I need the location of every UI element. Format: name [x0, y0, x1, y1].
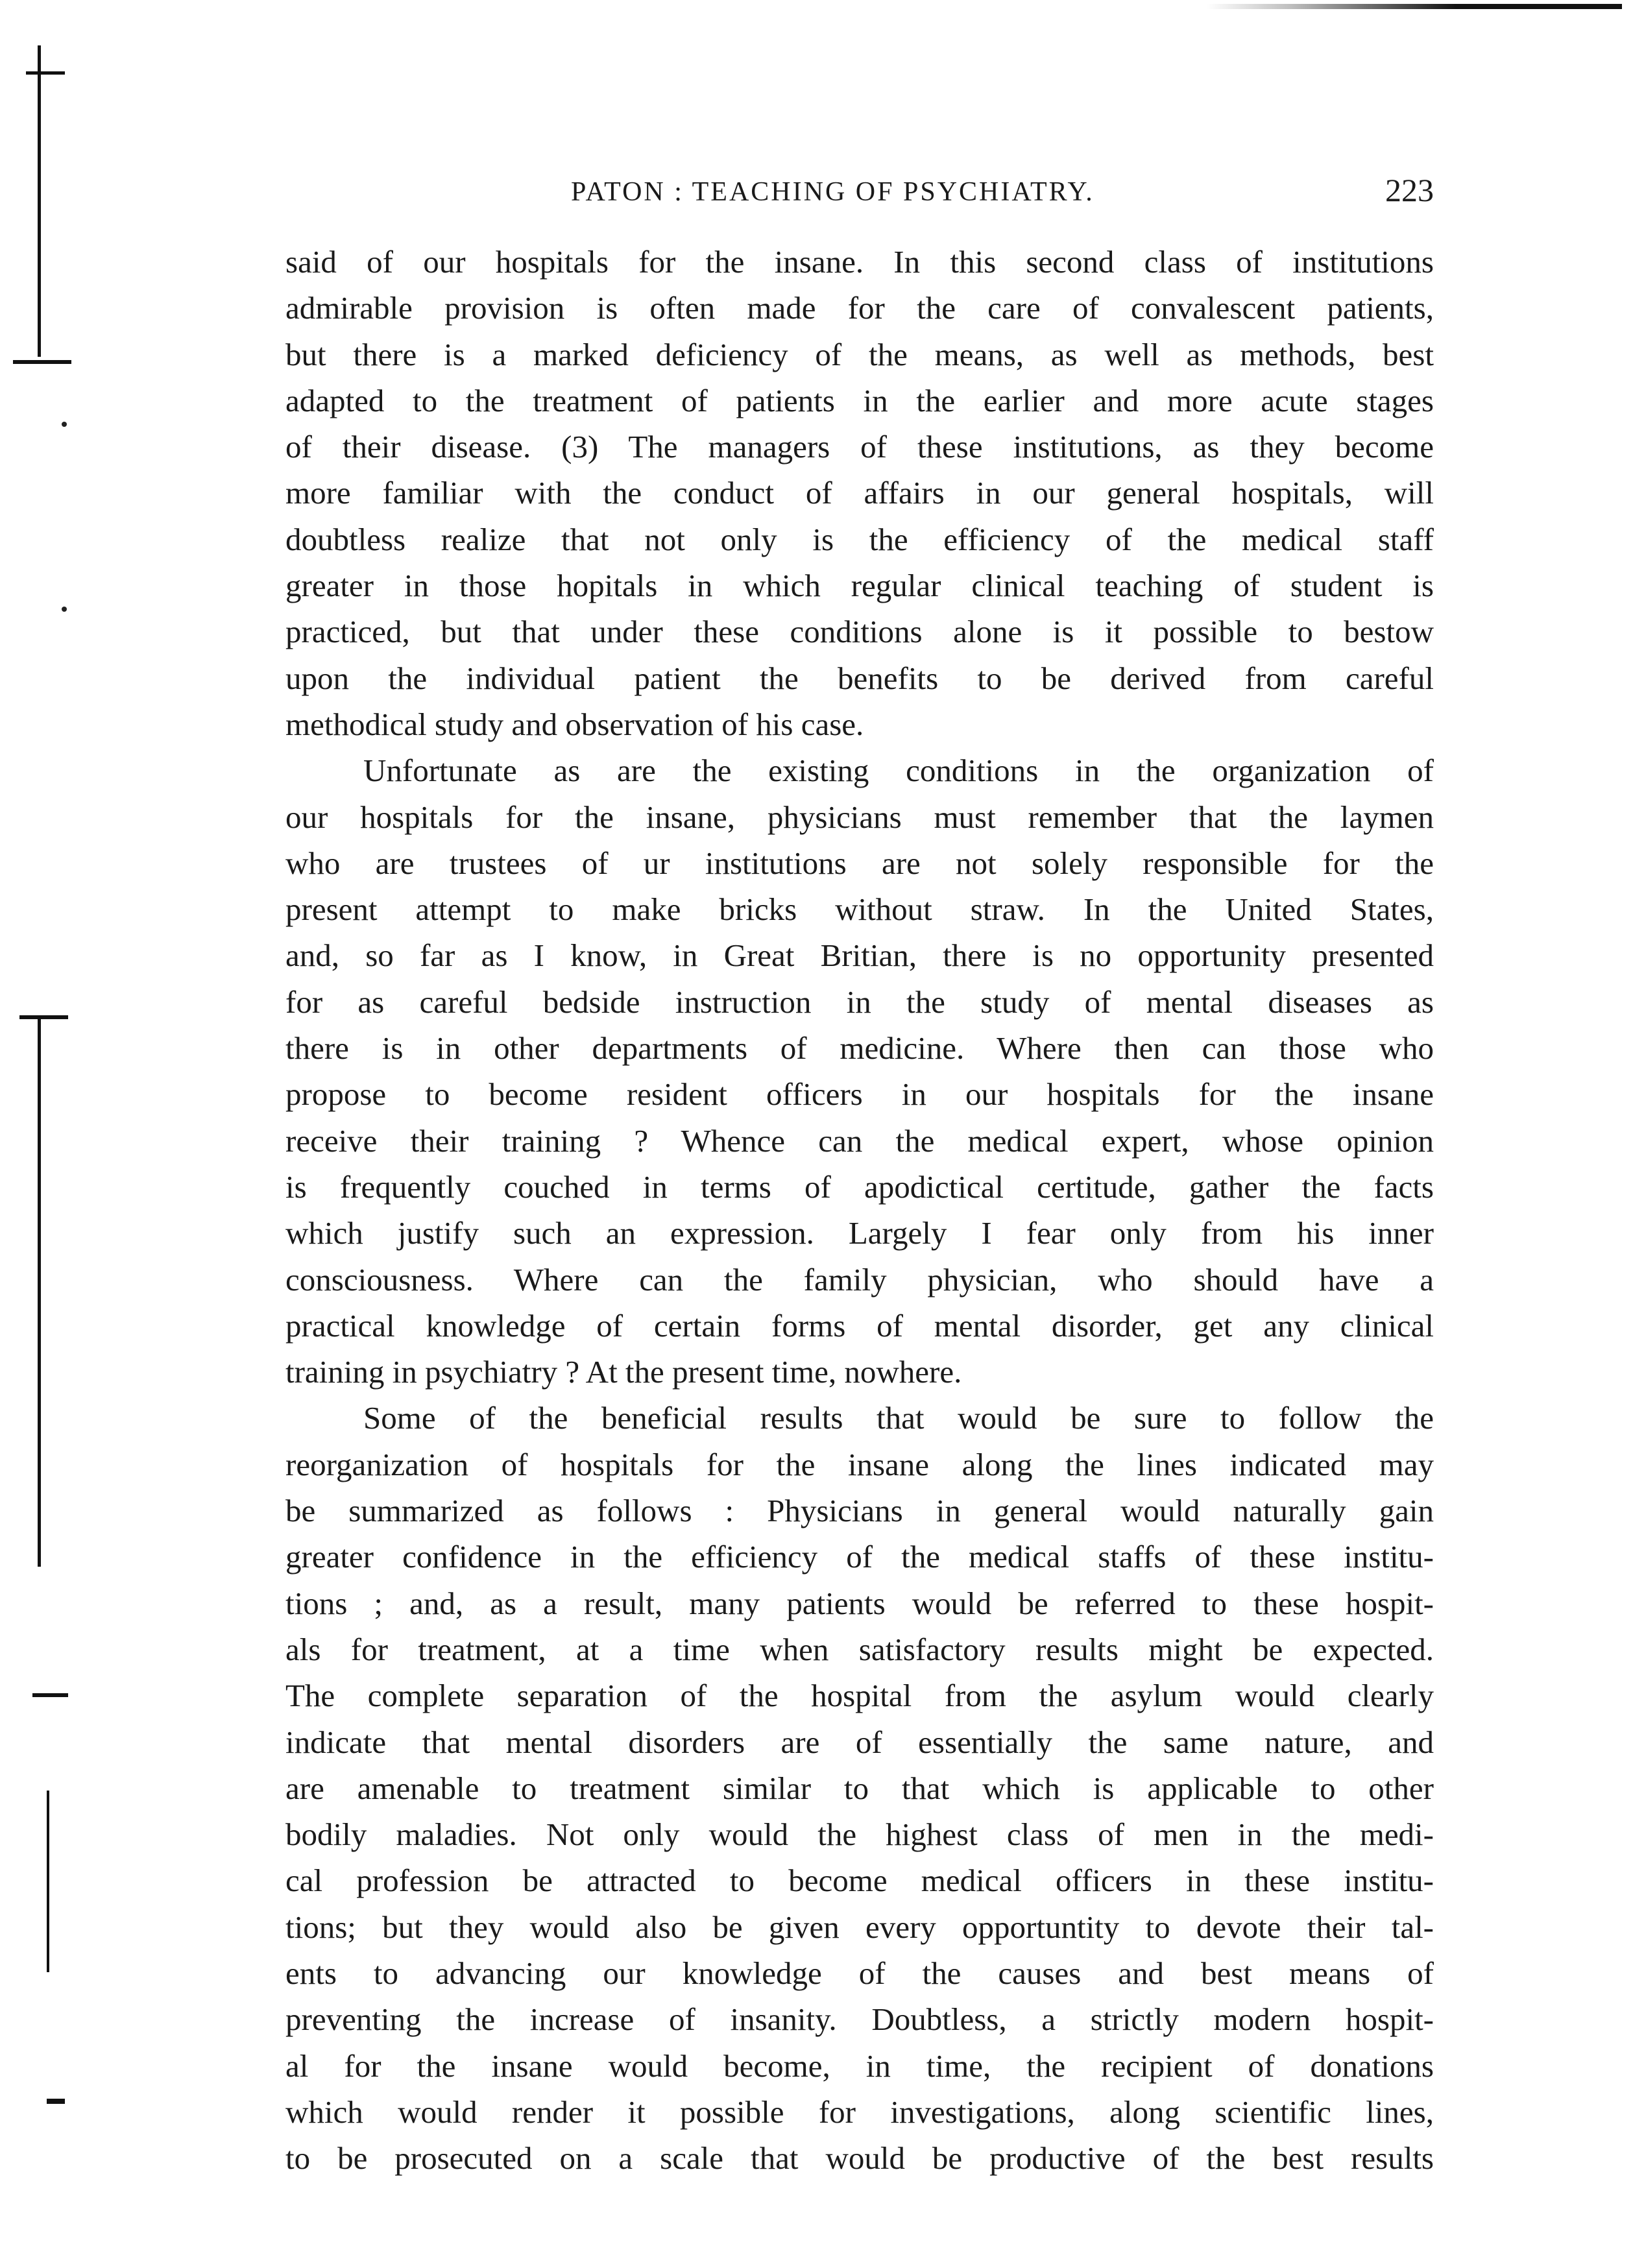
text-line: ents to advancing our knowledge of the causes and best means of	[285, 1955, 1434, 1991]
text-line: reorganization of hospitals for the insane along the lines indicated may	[285, 1446, 1434, 1482]
text-line: admirable provision is often made for the care of convalescent patients,	[285, 290, 1434, 326]
text-line: bodily maladies. Not only would the highest class of men in the medi-	[285, 1816, 1434, 1853]
text-line: there is in other departments of medicine. Where then can those who	[285, 1030, 1434, 1067]
text-line: be summarized as follows : Physicians in general would naturally gain	[285, 1493, 1434, 1529]
page-number: 223	[1385, 172, 1434, 208]
margin-dot	[62, 607, 67, 612]
text-line: receive their training ? Whence can the medical expert, whose opinion	[285, 1122, 1434, 1159]
text-line: training in psychiatry ? At the present time, nowhere.	[285, 1354, 962, 1390]
text-line: doubtless realize that not only is the efficiency of the medical staff	[285, 521, 1434, 557]
text-line: who are trustees of ur institutions are not solely responsible for the	[285, 845, 1434, 881]
text-line: and, so far as I know, in Great Britian, there is no opportunity presented	[285, 937, 1434, 974]
text-line: propose to become resident officers in our hospitals for the insane	[285, 1076, 1434, 1113]
body-text	[285, 239, 1434, 2181]
text-line: which would render it possible for investigations, along scientific lines,	[285, 2093, 1434, 2130]
text-line: tions ; and, as a result, many patients would be referred to these hospit-	[285, 1585, 1434, 1621]
margin-dot	[62, 422, 67, 427]
margin-tick	[32, 1693, 68, 1697]
text-line: greater confidence in the efficiency of the medical staffs of these institu-	[285, 1539, 1434, 1575]
paragraph-start-line: Unfortunate as are the existing conditions in the organization of	[363, 753, 1434, 789]
margin-rule	[47, 1791, 49, 1972]
text-line: practiced, but that under these conditions alone is it possible to bestow	[285, 614, 1434, 650]
text-line: which justify such an expression. Largely I fear only from his inner	[285, 1215, 1434, 1251]
margin-tick	[47, 2099, 65, 2104]
text-line: our hospitals for the insane, physicians must remember that the laymen	[285, 799, 1434, 835]
text-line: for as careful bedside instruction in the study of mental diseases as	[285, 983, 1434, 1020]
text-line: said of our hospitals for the insane. In this second class of institutions	[285, 244, 1434, 280]
text-line: more familiar with the conduct of affairs in our general hospitals, will	[285, 475, 1434, 511]
text-line: is frequently couched in terms of apodictical certitude, gather the facts	[285, 1168, 1434, 1205]
text-line: The complete separation of the hospital from the asylum would clearly	[285, 1678, 1434, 1714]
text-line: al for the insane would become, in time, the recipient of donations	[285, 2047, 1434, 2084]
margin-tick	[13, 360, 71, 364]
text-line: greater in those hopitals in which regular clinical teaching of student is	[285, 568, 1434, 604]
paragraph-start-line: Some of the beneficial results that would be sure to follow the	[363, 1400, 1434, 1436]
scan-edge-mark	[1207, 4, 1622, 9]
text-line: indicate that mental disorders are of essentially the same nature, and	[285, 1724, 1434, 1760]
text-line: practical knowledge of certain forms of mental disorder, get any clinical	[285, 1307, 1434, 1344]
text-line: adapted to the treatment of patients in the earlier and more acute stages	[285, 382, 1434, 418]
text-line: methodical study and observation of his case.	[285, 706, 864, 742]
margin-tick	[26, 71, 65, 75]
margin-rule	[38, 45, 41, 357]
running-title: PATON : TEACHING OF PSYCHIATRY.	[571, 177, 1095, 207]
margin-tick	[19, 1015, 68, 1019]
text-line: consciousness. Where can the family physician, who should have a	[285, 1261, 1434, 1297]
text-line: of their disease. (3) The managers of these institutions, as they become	[285, 429, 1434, 465]
text-line: als for treatment, at a time when satisfactory results might be expected.	[285, 1631, 1434, 1667]
running-head	[279, 170, 1434, 222]
text-line: upon the individual patient the benefits to be derived from careful	[285, 660, 1434, 696]
text-line: but there is a marked deficiency of the means, as well as methods, best	[285, 336, 1434, 372]
text-line: to be prosecuted on a scale that would be productive of the best results	[285, 2140, 1434, 2177]
text-line: tions; but they would also be given every opportuntity to devote their tal-	[285, 1909, 1434, 1945]
margin-rule	[38, 1015, 41, 1567]
text-line: present attempt to make bricks without straw. In the United States,	[285, 891, 1434, 928]
text-line: are amenable to treatment similar to that which is applicable to other	[285, 1770, 1434, 1806]
text-line: cal profession be attracted to become medical officers in these institu-	[285, 1863, 1434, 1899]
text-line: preventing the increase of insanity. Doubtless, a strictly modern hospit-	[285, 2001, 1434, 2038]
